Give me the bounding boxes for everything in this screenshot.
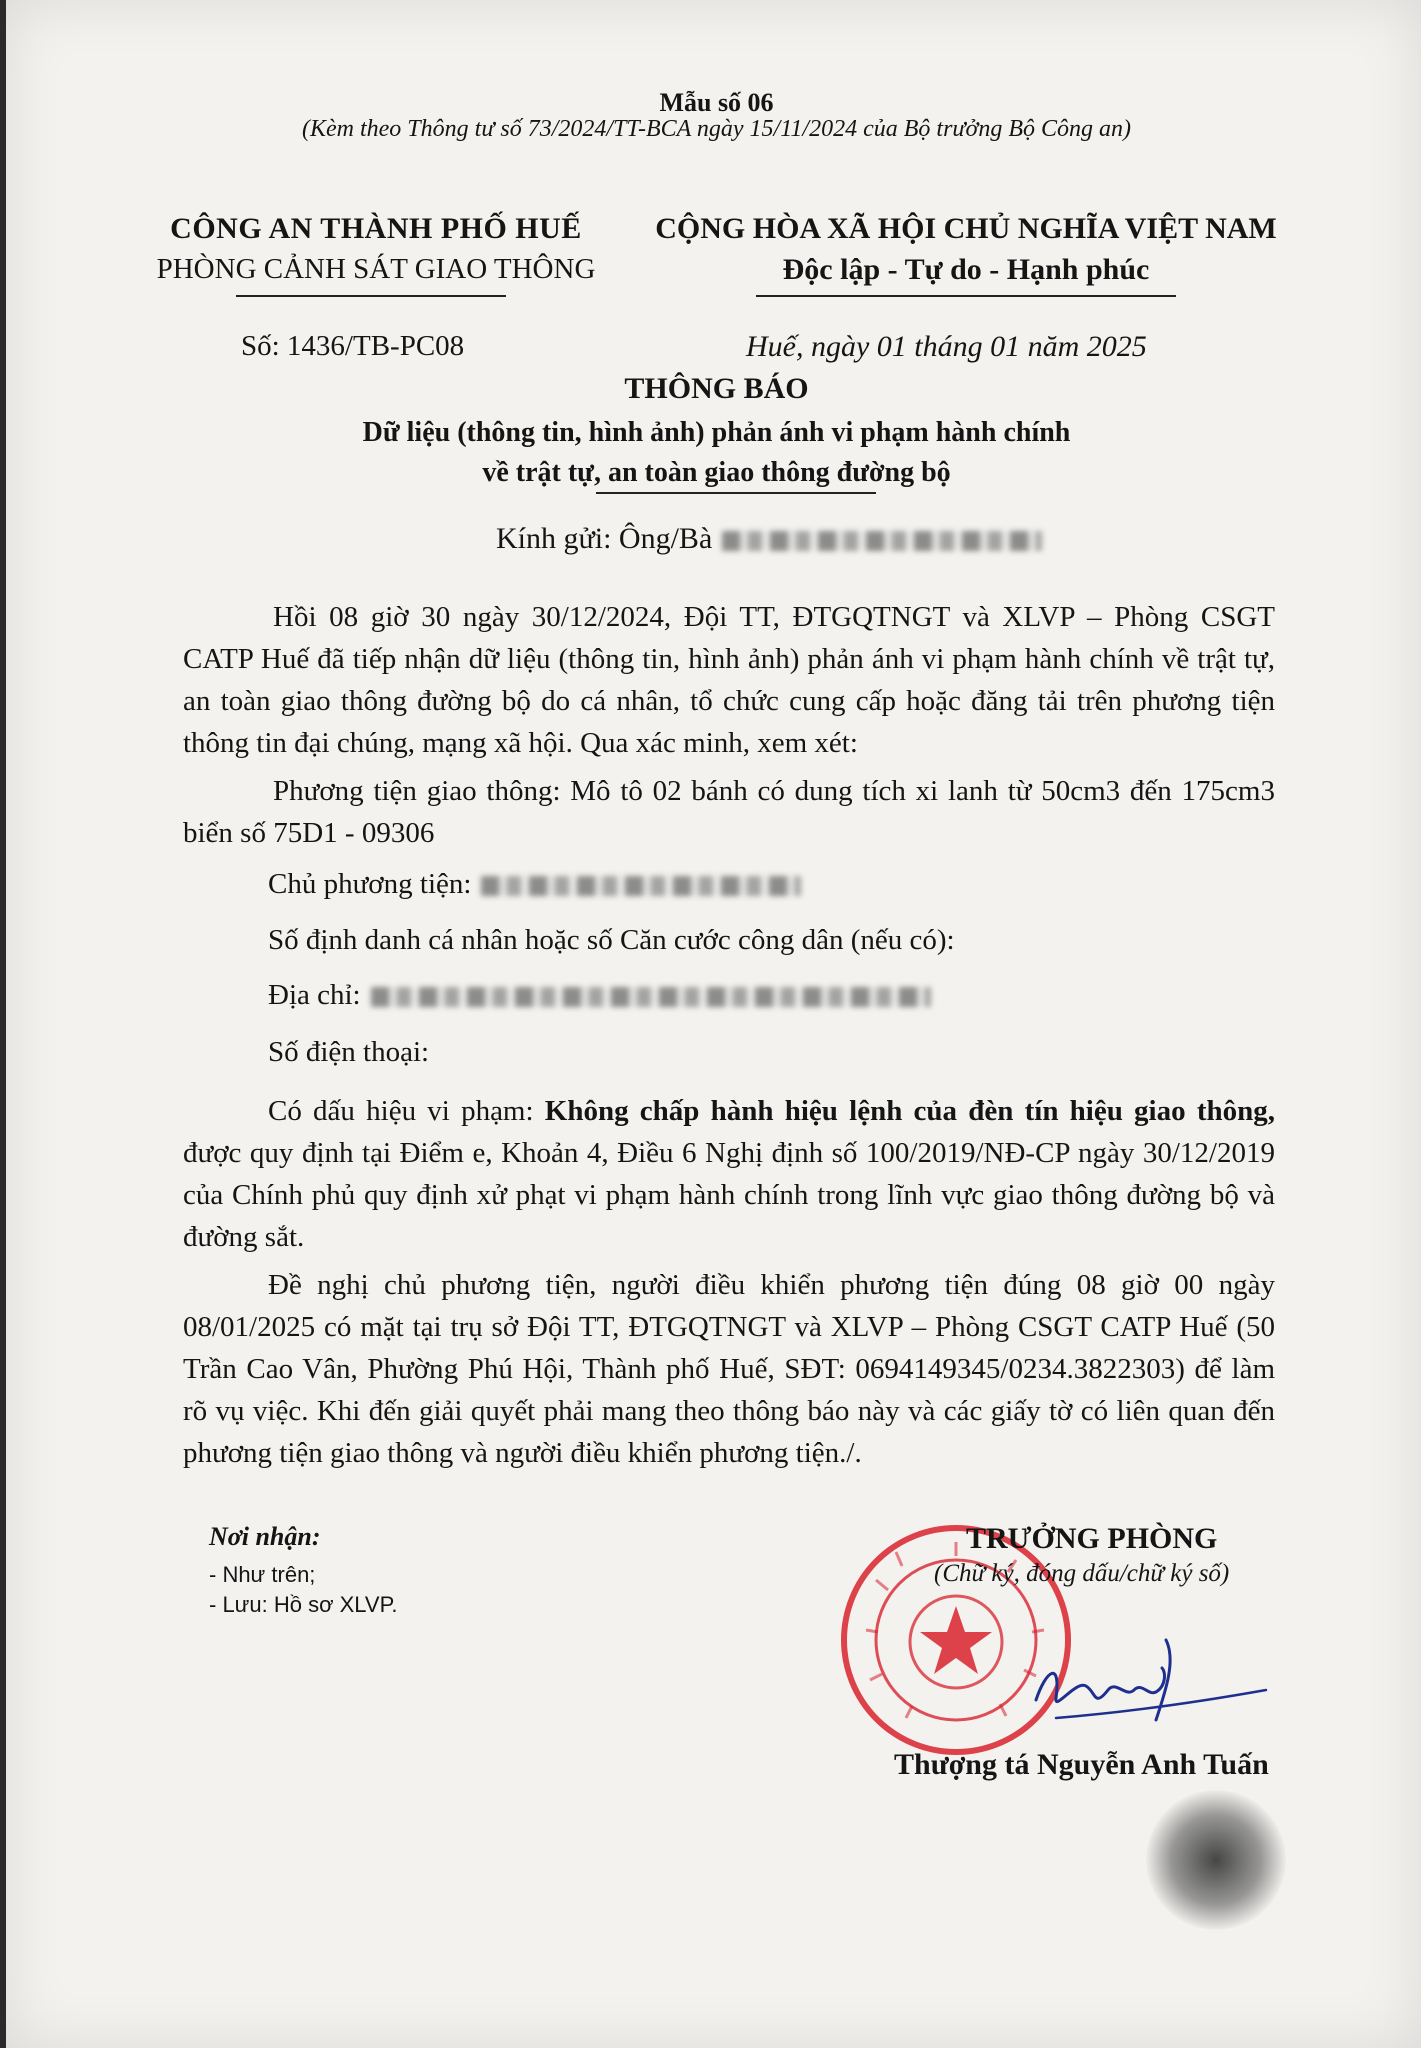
greeting-label: Kính gửi: Ông/Bà: [496, 522, 713, 555]
document-subtitle: [6, 413, 1421, 493]
subtitle-underline: [596, 492, 876, 494]
document-page: [6, 0, 1421, 2048]
handwritten-signature: [1016, 1620, 1276, 1730]
redacted-owner: [481, 876, 801, 896]
field-id-number: Số định danh cá nhân hoặc số Căn cước công dân (nếu có):: [268, 924, 955, 956]
paragraph-violation: [183, 1090, 1275, 1258]
recipient-item: - Như trên;: [209, 1562, 316, 1587]
field-vehicle-owner: [268, 868, 801, 901]
motto-underline: [756, 295, 1176, 297]
agency-underline: [236, 295, 506, 297]
address-label: Địa chỉ:: [268, 979, 361, 1011]
recipient-greeting: [496, 522, 1042, 556]
document-date: Huế, ngày 01 tháng 01 năm 2025: [746, 330, 1147, 363]
violation-label: Có dấu hiệu vi phạm:: [268, 1095, 545, 1127]
signature-note: (Chữ ký, đóng dấu/chữ ký số): [934, 1560, 1230, 1587]
subtitle-line-2: về trật tự, an toàn giao thông đường bộ: [482, 457, 951, 488]
document-number: Số: 1436/TB-PC08: [241, 330, 465, 362]
document-title: THÔNG BÁO: [624, 372, 809, 405]
issuing-department: PHÒNG CẢNH SÁT GIAO THÔNG: [156, 253, 596, 285]
redacted-name: [722, 531, 1042, 551]
redacted-address: [371, 987, 931, 1007]
field-phone: Số điện thoại:: [268, 1036, 430, 1068]
recipients-heading: Nơi nhận:: [209, 1522, 321, 1551]
form-reference: (Kèm theo Thông tư số 73/2024/TT-BCA ngày 15/11/2024 của Bộ trưởng Bộ Công an): [302, 116, 1131, 142]
paragraph-intro: Hồi 08 giờ 30 ngày 30/12/2024, Đội TT, ĐTGQTNGT và XLVP – Phòng CSGT CATP Huế đã tiếp nhận dữ liệu (thông tin, hình ảnh) phản ánh vi phạm hành chính về trật tự, an toàn giao thông đường bộ do cá nhân, tổ chức cung cấp hoặc đăng tải trên phương tiện thông tin đại chúng, mạng xã hội. Qua xác minh, xem xét:: [183, 601, 1275, 759]
national-title: CỘNG HÒA XÃ HỘI CHỦ NGHĨA VIỆT NAM: [655, 212, 1277, 245]
recipient-item: - Lưu: Hồ sơ XLVP.: [209, 1592, 398, 1617]
signer-position: TRƯỞNG PHÒNG: [966, 1522, 1218, 1555]
issuing-agency: CÔNG AN THÀNH PHỐ HUẾ: [170, 212, 582, 245]
violation-description: Không chấp hành hiệu lệnh của đèn tín hiệu giao thông,: [544, 1095, 1275, 1127]
owner-label: Chủ phương tiện:: [268, 868, 472, 900]
violation-legal-basis: được quy định tại Điểm e, Khoản 4, Điều 6 Nghị định số 100/2019/NĐ-CP ngày 30/12/2019 của Chính phủ quy định xử phạt vi phạm hành chính trong lĩnh vực giao thông đường bộ và đường sắt.: [183, 1137, 1275, 1253]
form-number: Mẫu số 06: [659, 88, 774, 117]
signer-name: Thượng tá Nguyễn Anh Tuấn: [894, 1748, 1269, 1781]
field-address: [268, 979, 931, 1012]
subtitle-line-1: Dữ liệu (thông tin, hình ảnh) phản ánh vi phạm hành chính: [362, 417, 1071, 448]
paragraph-vehicle: Phương tiện giao thông: Mô tô 02 bánh có dung tích xi lanh từ 50cm3 đến 175cm3 biển số 75D1 - 09306: [183, 775, 1275, 849]
redaction-smudge: [1146, 1790, 1286, 1930]
paragraph-request: Đề nghị chủ phương tiện, người điều khiển phương tiện đúng 08 giờ 00 ngày 08/01/2025 có mặt tại trụ sở Đội TT, ĐTGQTNGT và XLVP – Phòng CSGT CATP Huế (50 Trần Cao Vân, Phường Phú Hội, Thành phố Huế, SĐT: 0694149345/0234.3822303) để làm rõ vụ việc. Khi đến giải quyết phải mang theo thông báo này và các giấy tờ có liên quan đến phương tiện giao thông và người điều khiển phương tiện./.: [183, 1269, 1275, 1469]
national-motto: Độc lập - Tự do - Hạnh phúc: [782, 253, 1150, 286]
